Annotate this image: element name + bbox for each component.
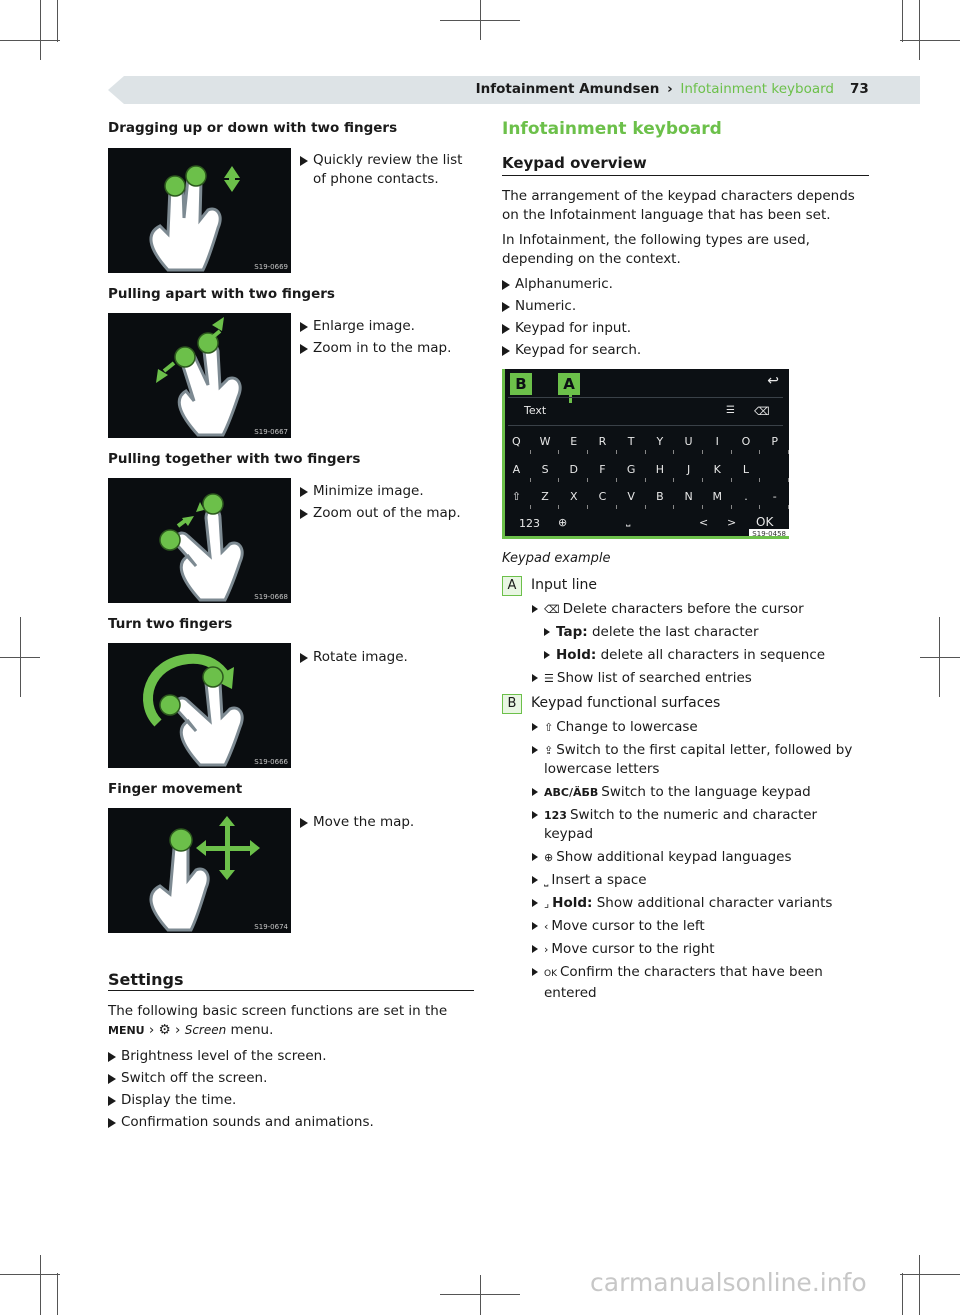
paragraph: The arrangement of the keypad characters depends on the Infotainment language that has been set. xyxy=(502,188,855,223)
crop-mark xyxy=(920,657,960,658)
cursor-left-icon: < xyxy=(699,516,709,529)
crop-mark xyxy=(57,1273,58,1315)
key: V xyxy=(617,490,646,503)
numeric-icon: 123 xyxy=(544,809,567,822)
shift-icon: ⇧ xyxy=(544,721,554,734)
list-item xyxy=(531,669,869,688)
crop-mark xyxy=(0,40,60,41)
crop-mark xyxy=(440,20,520,21)
gesture-title: Turn two fingers xyxy=(108,616,233,632)
key: M xyxy=(703,490,732,503)
gesture-bullets xyxy=(300,648,474,670)
item-text: Confirm the characters that have been entered xyxy=(544,964,823,1001)
gesture-image-rotate xyxy=(108,643,291,768)
item-text: Delete characters before the cursor xyxy=(562,601,804,617)
list-item: Display the time. xyxy=(108,1091,474,1110)
watermark[interactable]: carmanualsonline.info xyxy=(590,1268,867,1297)
gesture-title: Dragging up or down with two fingers xyxy=(108,120,398,136)
key: Y xyxy=(646,435,675,448)
back-icon: ↩ xyxy=(767,373,779,389)
move-icon xyxy=(108,808,291,933)
gesture-image-pinch-out xyxy=(108,313,291,438)
crop-mark xyxy=(40,1255,41,1315)
item-text: Show list of searched entries xyxy=(556,670,752,686)
gesture-image-drag xyxy=(108,148,291,273)
legend-b-items xyxy=(531,718,869,1007)
key: - xyxy=(760,490,789,503)
item-text: Show additional keypad languages xyxy=(556,849,792,865)
item-text: Show additional character variants xyxy=(596,895,833,911)
numeric-key: 123 xyxy=(519,517,540,530)
crop-mark xyxy=(40,0,41,60)
image-code: S19-0667 xyxy=(254,428,288,436)
crop-mark xyxy=(902,1273,903,1315)
key: G xyxy=(617,463,646,476)
list-item: Move the map. xyxy=(300,813,474,832)
crop-mark xyxy=(440,1294,520,1295)
crop-mark xyxy=(57,0,58,42)
pinch-in-icon xyxy=(108,478,291,603)
item-text: Move cursor to the left xyxy=(551,918,705,934)
key: Z xyxy=(531,490,560,503)
intro-text: The following basic screen functions are set in the xyxy=(108,1003,448,1019)
legend-tag-a: A xyxy=(502,576,522,596)
legend-title: Keypad functional surfaces xyxy=(531,695,721,711)
item-text: delete the last character xyxy=(591,624,759,640)
gesture-image-move xyxy=(108,808,291,933)
list-item xyxy=(543,623,869,642)
caps-icon: ⇪ xyxy=(544,744,554,757)
image-code: S19-0666 xyxy=(254,758,288,766)
list-item: Alphanumeric. xyxy=(502,275,869,294)
image-code: S19-0669 xyxy=(254,263,288,271)
gesture-title: Pulling apart with two fingers xyxy=(108,286,335,302)
settings-gear-icon: ⚙ xyxy=(158,1022,171,1038)
divider xyxy=(502,175,869,176)
screen-label: Screen xyxy=(184,1023,227,1037)
delete-icon: ⌫ xyxy=(754,405,770,418)
gesture-bullets xyxy=(300,317,474,361)
ok-icon: OK xyxy=(544,969,557,979)
intro-text-end: menu. xyxy=(230,1022,274,1038)
list-item: Quickly review the list of phone contacts. xyxy=(300,151,474,189)
language-keypad-icon: ABC/ÄБВ xyxy=(544,786,599,799)
paragraph: In Infotainment, the following types are used, depending on the context. xyxy=(502,232,810,267)
list-item xyxy=(543,646,869,665)
ok-key: OK xyxy=(756,515,774,529)
variants-icon: ⌟ xyxy=(544,897,550,910)
menu-separator: › xyxy=(148,1022,155,1038)
list-item: Confirmation sounds and animations. xyxy=(108,1113,474,1132)
item-text: Change to lowercase xyxy=(556,719,698,735)
item-bold: Tap: xyxy=(556,624,588,640)
crop-mark xyxy=(480,1275,481,1315)
crop-mark xyxy=(0,1274,60,1275)
list-item xyxy=(531,600,869,619)
item-text: delete all characters in sequence xyxy=(600,647,826,663)
crop-mark xyxy=(902,0,903,42)
key: A xyxy=(502,463,531,476)
list-item: Keypad for search. xyxy=(502,341,869,360)
two-finger-drag-icon xyxy=(108,148,291,273)
gesture-bullets xyxy=(300,813,474,835)
crop-mark xyxy=(0,657,40,658)
gesture-image-pinch-in xyxy=(108,478,291,603)
list-item: Zoom in to the map. xyxy=(300,339,474,358)
header-chapter: Infotainment Amundsen xyxy=(475,81,660,97)
item-text: Switch to the numeric and character keypad xyxy=(544,807,818,842)
settings-heading: Settings xyxy=(108,970,184,989)
cursor-right-icon: › xyxy=(544,943,549,956)
list-item: Minimize image. xyxy=(300,482,474,501)
item-text: Move cursor to the right xyxy=(551,941,715,957)
key: . xyxy=(732,490,761,503)
item-text: Switch to the language keypad xyxy=(601,784,811,800)
list-item xyxy=(531,741,869,779)
key-empty xyxy=(760,463,789,476)
divider xyxy=(508,425,783,426)
key: L xyxy=(732,463,761,476)
key: O xyxy=(732,435,761,448)
list-item: Rotate image. xyxy=(300,648,474,667)
keypad-example-image xyxy=(502,369,789,539)
item-text: Insert a space xyxy=(551,872,647,888)
key: H xyxy=(646,463,675,476)
keypad-row-2 xyxy=(502,463,789,476)
gesture-title: Pulling together with two fingers xyxy=(108,451,361,467)
list-item xyxy=(531,940,869,959)
list-item xyxy=(531,718,869,737)
header-section: Infotainment keyboard xyxy=(680,81,834,97)
list-icon: ☰ xyxy=(726,405,735,416)
menu-separator: › xyxy=(175,1022,181,1038)
legend-a-items xyxy=(531,600,869,692)
page-number: 73 xyxy=(850,81,869,97)
list-item xyxy=(531,963,869,1003)
divider xyxy=(508,397,783,398)
crop-mark xyxy=(919,0,920,60)
globe-icon: ⊕ xyxy=(544,851,554,864)
keypad-row-3 xyxy=(502,490,789,503)
page-title: Infotainment keyboard xyxy=(502,119,722,139)
rotate-icon xyxy=(108,643,291,768)
crop-mark xyxy=(919,1255,920,1315)
gesture-title: Finger movement xyxy=(108,781,243,797)
section-heading: Keypad overview xyxy=(502,154,647,172)
key: X xyxy=(559,490,588,503)
image-code: S19-0668 xyxy=(254,593,288,601)
gesture-bullets xyxy=(300,482,474,526)
key: K xyxy=(703,463,732,476)
key: S xyxy=(531,463,560,476)
key: T xyxy=(617,435,646,448)
header-separator: › xyxy=(667,81,673,97)
crop-mark xyxy=(900,40,960,41)
list-item: Keypad for input. xyxy=(502,319,869,338)
delete-icon: ⌫ xyxy=(544,603,560,616)
settings-bullets xyxy=(108,1047,474,1135)
list-item xyxy=(531,848,869,867)
cursor-left-icon: ‹ xyxy=(544,920,549,933)
item-text: Switch to the first capital letter, followed by lowercase letters xyxy=(544,742,853,777)
key: F xyxy=(588,463,617,476)
space-icon: ⎵ xyxy=(626,514,631,527)
list-icon: ☰ xyxy=(544,672,554,685)
key: I xyxy=(703,435,732,448)
running-header xyxy=(476,81,834,97)
menu-icon: MENU xyxy=(108,1024,145,1037)
space-icon: ⎵ xyxy=(544,874,549,887)
image-code: S19-0458 xyxy=(749,529,789,539)
key: P xyxy=(760,435,789,448)
key: R xyxy=(588,435,617,448)
legend-tag-b: B xyxy=(502,694,522,714)
keypad-row-1 xyxy=(502,435,789,448)
cursor-right-icon: > xyxy=(727,516,737,529)
list-item xyxy=(531,871,869,890)
globe-icon: ⊕ xyxy=(558,516,568,529)
list-item: Numeric. xyxy=(502,297,869,316)
key: J xyxy=(674,463,703,476)
keypad-types xyxy=(502,275,869,363)
key: N xyxy=(674,490,703,503)
list-item xyxy=(531,806,869,844)
key: E xyxy=(559,435,588,448)
key: W xyxy=(531,435,560,448)
pinch-out-icon xyxy=(108,313,291,438)
image-code: S19-0674 xyxy=(254,923,288,931)
key: D xyxy=(559,463,588,476)
legend-title: Input line xyxy=(531,577,597,593)
key: Q xyxy=(502,435,531,448)
settings-intro xyxy=(108,1002,474,1040)
list-item: Zoom out of the map. xyxy=(300,504,474,523)
divider xyxy=(108,990,474,991)
key: B xyxy=(646,490,675,503)
list-item: Brightness level of the screen. xyxy=(108,1047,474,1066)
label-b: B xyxy=(510,373,532,395)
item-bold: Hold: xyxy=(552,895,593,911)
item-bold: Hold: xyxy=(556,647,597,663)
input-line-text: Text xyxy=(524,404,547,417)
list-item xyxy=(531,894,869,913)
list-item xyxy=(531,783,869,802)
list-item xyxy=(531,917,869,936)
list-item: Enlarge image. xyxy=(300,317,474,336)
key: C xyxy=(588,490,617,503)
label-a: A xyxy=(558,373,580,395)
gesture-bullets xyxy=(300,151,474,192)
figure-caption: Keypad example xyxy=(502,551,611,566)
key: U xyxy=(674,435,703,448)
shift-icon: ⇧ xyxy=(502,490,531,503)
list-item: Switch off the screen. xyxy=(108,1069,474,1088)
crop-mark xyxy=(900,1274,960,1275)
